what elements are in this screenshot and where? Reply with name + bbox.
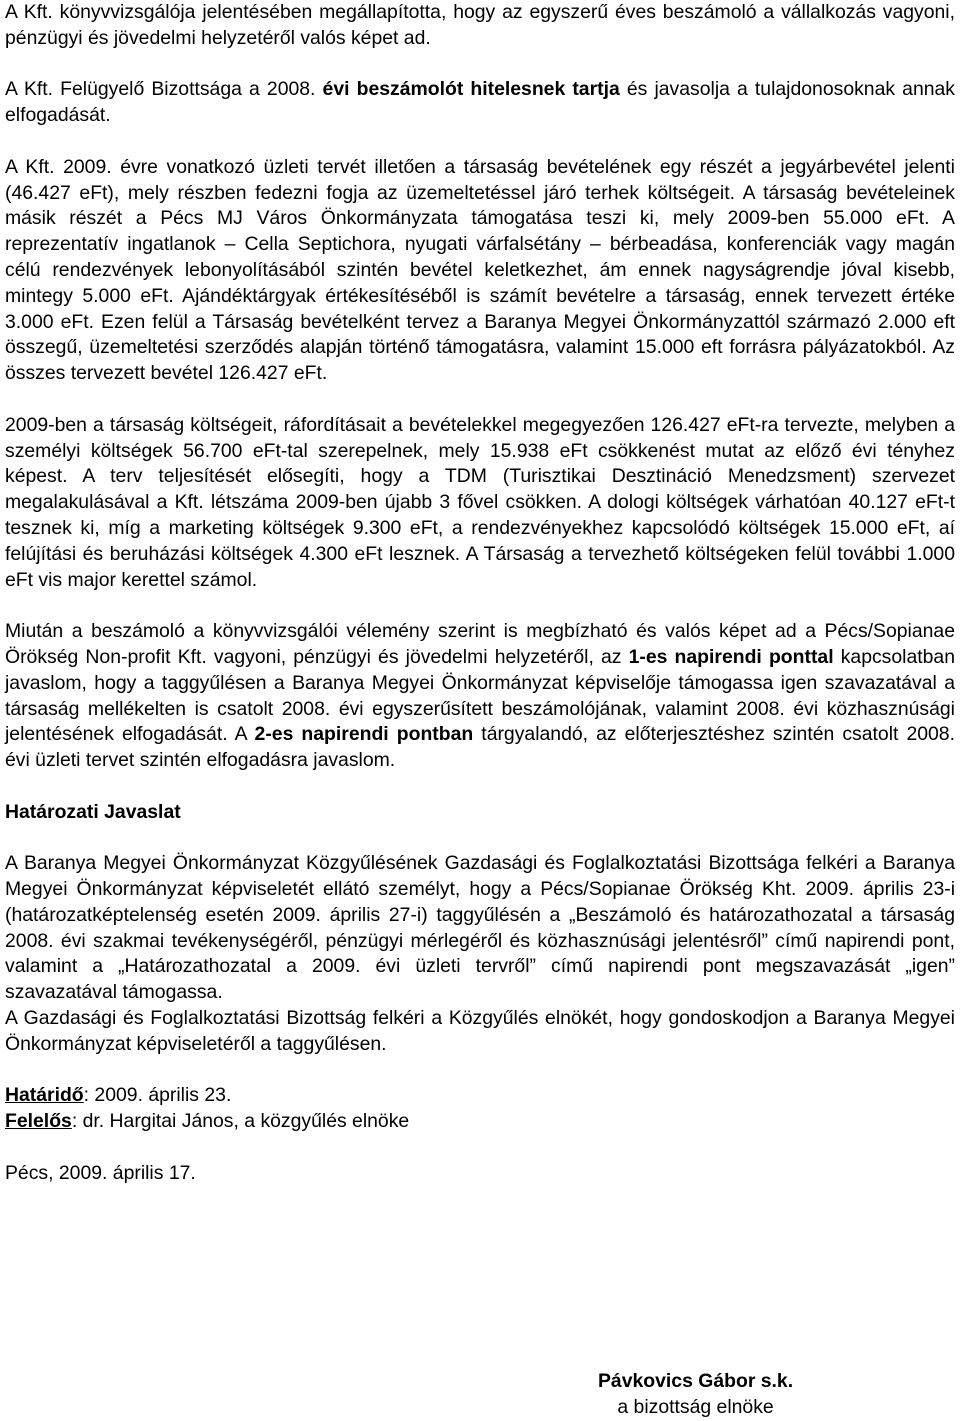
responsible-line: [5, 1109, 955, 1135]
resolution-paragraph: A Baranya Megyei Önkormányzat Közgyűlésének Gazdasági és Foglalkoztatási Bizottsága felkéri a Baranya Megyei Önkormányzat képviseletét ellátó személyt, hogy a Pécs/Sopianae Örökség Kht. 2009. április 23-i (határozatképtelenség esetén 2009. április 27-i) taggyűlésén a „Beszámoló és határozathozatal a társaság 2008. évi szakmai tevékenységéről, pénzügyi mérlegéről és közhasznúsági jelentésről” című napirendi pont, valamint a „Határozathozatal a 2009. évi üzleti tervről” című napirendi pont megszavazását „igen” szavazatával támogassa.: [5, 852, 955, 1004]
supervisory-board-paragraph: [5, 77, 955, 129]
signatory-title: a bizottság elnöke: [617, 1395, 774, 1418]
auditor-paragraph: A Kft. könyvvizsgálója jelentésében megállapította, hogy az egyszerű éves beszámoló a vállalkozás vagyoni, pénzügyi és jövedelmi helyzetéről valós képet ad.: [5, 1, 955, 49]
supervisory-board-text-c: és javasolja a tulajdonosoknak annak elfogadását.: [5, 78, 956, 127]
deadline-value: : 2009. április 23.: [83, 1084, 232, 1107]
supervisory-board-text-a: A Kft. Felügyelő Bizottsága a 2008.: [5, 78, 316, 101]
place-date: Pécs, 2009. április 17.: [5, 1161, 196, 1184]
responsible-label: [5, 1110, 72, 1132]
responsible-label-text: Felelős: [5, 1110, 72, 1133]
supervisory-board-text-bold: évi beszámolót hitelesnek tartja: [322, 78, 620, 101]
business-plan-costs-paragraph: 2009-ben a társaság költségeit, ráfordításait a bevételekkel megegyezően 126.427 eFt-ra tervezte, melyben a személyi költségek 56.700 eFt-tal szerepelnek, mely 15.938 eFt csökkenést mutat az előző évi tényhez képest. A terv teljesítését elősegíti, hogy a TDM (Turisztikai Desztináció Menedzsment) szervezet megalakulásával a Kft. létszáma 2009-ben újabb 3 fővel csökken. A dologi költségek várhatóan 40.127 eFt-t tesznek ki, míg a marketing költségek 9.300 eFt, a rendezvényekhez kapcsolódó költségek 15.000 eFt, aí felújítási és beruházási költségek 4.300 eFt lesznek. A Társaság a tervezhető költségeken felül további 1.000 eFt vis major kerettel számol.: [5, 413, 955, 591]
responsible-value: : dr. Hargitai János, a közgyűlés elnöke: [71, 1110, 410, 1133]
signature-block: [598, 1369, 793, 1421]
proposal-text-e: tárgyalandó, az előterjesztéshez szintén csatolt 2008. évi üzleti tervet szintén elfogadásra javaslom.: [5, 723, 955, 772]
agenda-item-1: 1-es napirendi ponttal: [628, 645, 834, 668]
deadline-label-text: Határidő: [5, 1084, 84, 1107]
proposal-text-c: kapcsolatban javaslom, hogy a taggyűlésen a Baranya Megyei Önkormányzat képviselője támogassa igen szavazatával a társaság mellékelten is csatolt 2008. évi egyszerűsített beszámolójának, valamint 2008. évi közhasznúsági jelentésének elfogadását. A: [5, 645, 955, 746]
proposal-paragraph: [5, 619, 955, 774]
resolution-paragraph-2: A Gazdasági és Foglalkoztatási Bizottság felkéri a Közgyűlés elnökét, hogy gondoskodjon a Baranya Megyei Önkormányzat képviseletéről a taggyűlésen.: [5, 1007, 955, 1055]
signatory-name: Pávkovics Gábor s.k.: [598, 1370, 794, 1392]
business-plan-revenue-paragraph: A Kft. 2009. évre vonatkozó üzleti tervét illetően a társaság bevételének egy részét a jegyárbevétel jelenti (46.427 eFt), mely részben fedezni fogja az üzemeltetéssel járó terhek költségeit. A társaság bevételeinek másik részét a Pécs MJ Város Önkormányzata támogatása teszi ki, mely 2009-ben 55.000 eFt. A reprezentatív ingatlanok – Cella Septichora, nyugati várfalsétány – bérbeadása, konferenciák vagy magán célú rendezvények lebonyolításából szintén bevétel keletkezhet, ám ennek nagyságrendje jóval kisebb, mintegy 5.000 eFt. Ajándéktárgyak értékesítéséből is számít bevételre a társaság, ennek tervezett értéke 3.000 eFt. Ezen felül a Társaság bevételként tervez a Baranya Megyei Önkormányzattól származó 2.000 eft összegű, üzemeltetési szerződés alapján történő támogatásra, valamint 15.000 eft forrásra pályázatokból. Az összes tervezett bevétel 126.427 eFt.: [5, 155, 955, 385]
resolution-heading: Határozati Javaslat: [5, 800, 181, 823]
deadline-line: [5, 1083, 955, 1109]
document-body: [5, 0, 955, 1187]
agenda-item-2: 2-es napirendi pontban: [254, 723, 474, 746]
deadline-label: [5, 1084, 84, 1106]
proposal-text-a: Miután a beszámoló a könyvvizsgálói vélemény szerint is megbízható és valós képet ad a Pécs/Sopianae Örökség Non-profit Kft. vagyoni, pénzügyi és jövedelmi helyzetéről, az: [5, 620, 955, 668]
